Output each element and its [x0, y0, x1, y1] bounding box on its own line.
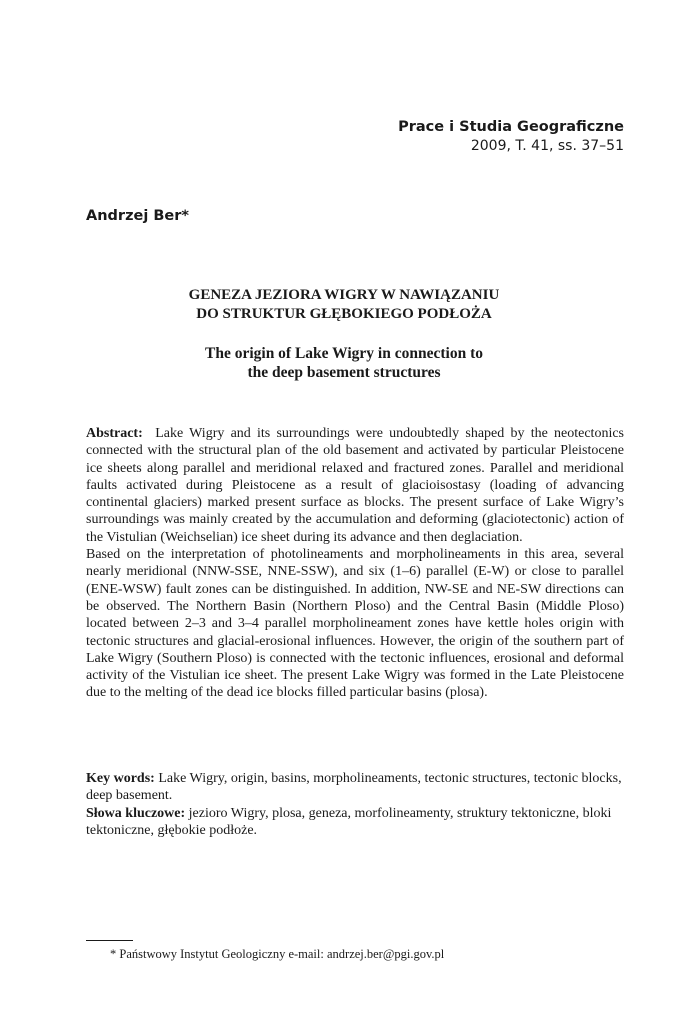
- keywords-section: [86, 770, 624, 839]
- title-polish-line-2: DO STRUKTUR GŁĘBOKIEGO PODŁOŻA: [196, 306, 492, 322]
- abstract-text-1: Lake Wigry and its surroundings were undoubtedly shaped by the neotectonics connected with the structural plan of the old basement and activated by particular Pleistocene ice sheets along parallel and meridional relaxed and fractured zones. Parallel and meridional faults activated during Pleistocene as a result of glacioisostasy (loading of advancing continental glaciers) marked present surface as blocks. The present surface of Lake Wigry’s surroundings was mainly created by the accumulation and deforming (glaciotectonic) action of the Vistulian (Weichselian) ice sheet during its advance and then deglaciation.: [86, 426, 624, 545]
- journal-volume-pages: 2009, T. 41, ss. 37–51: [470, 138, 624, 154]
- keywords-polish-label: Słowa kluczowe:: [86, 805, 186, 821]
- footnote-divider: [86, 940, 133, 941]
- keywords-english: [86, 770, 624, 805]
- keywords-english-text: Lake Wigry, origin, basins, morpholineaments, tectonic structures, tectonic blocks, deep basement.: [86, 771, 622, 804]
- title-english-line-1: The origin of Lake Wigry in connection to: [204, 345, 483, 362]
- abstract-text-2: Based on the interpretation of photolineaments and morpholineaments in this area, several nearly meridional (NNW-SSE, NNE-SSW), and six (1–6) parallel (E-W) or close to parallel (ENE-WSW) fault zones can be distinguished. In addition, NW-SE and NE-SW directions can be observed. The Northern Basin (Northern Ploso) and the Central Basin (Middle Ploso) located between 2–3 and 3–4 parallel morpholineament zones have kettle holes origin with tectonic structures and glacial-erosional influences. However, the origin of the southern part of Lake Wigry (Southern Ploso) is connected with the tectonic influences, erosional and deformal activity of the Vistulian ice sheet. The present Lake Wigry was formed in the Late Pleistocene due to the melting of the dead ice blocks filled particular basins (plosa).: [86, 547, 624, 701]
- keywords-english-label: Key words:: [86, 771, 155, 786]
- journal-name: Prace i Studia Geograficzne: [398, 119, 624, 135]
- footnote-affiliation: * Państwowy Instytut Geologiczny e-mail: andrzej.ber@pgi.gov.pl: [110, 947, 445, 961]
- keywords-polish: [86, 805, 624, 840]
- abstract-paragraph-2: [86, 546, 624, 702]
- title-english: [86, 344, 602, 382]
- abstract-label: Abstract:: [86, 426, 143, 441]
- title-polish: [86, 286, 602, 324]
- keywords-polish-text: jezioro Wigry, plosa, geneza, morfolineamenty, struktury tektoniczne, bloki tektoniczne, głębokie podłoże.: [86, 805, 612, 838]
- author-name: Andrzej Ber*: [86, 208, 189, 224]
- title-polish-line-1: GENEZA JEZIORA WIGRY W NAWIĄZANIU: [188, 287, 500, 303]
- title-english-line-2: the deep basement structures: [247, 364, 441, 381]
- abstract: [86, 425, 624, 702]
- abstract-paragraph-1: [86, 425, 624, 546]
- journal-header: [398, 118, 624, 155]
